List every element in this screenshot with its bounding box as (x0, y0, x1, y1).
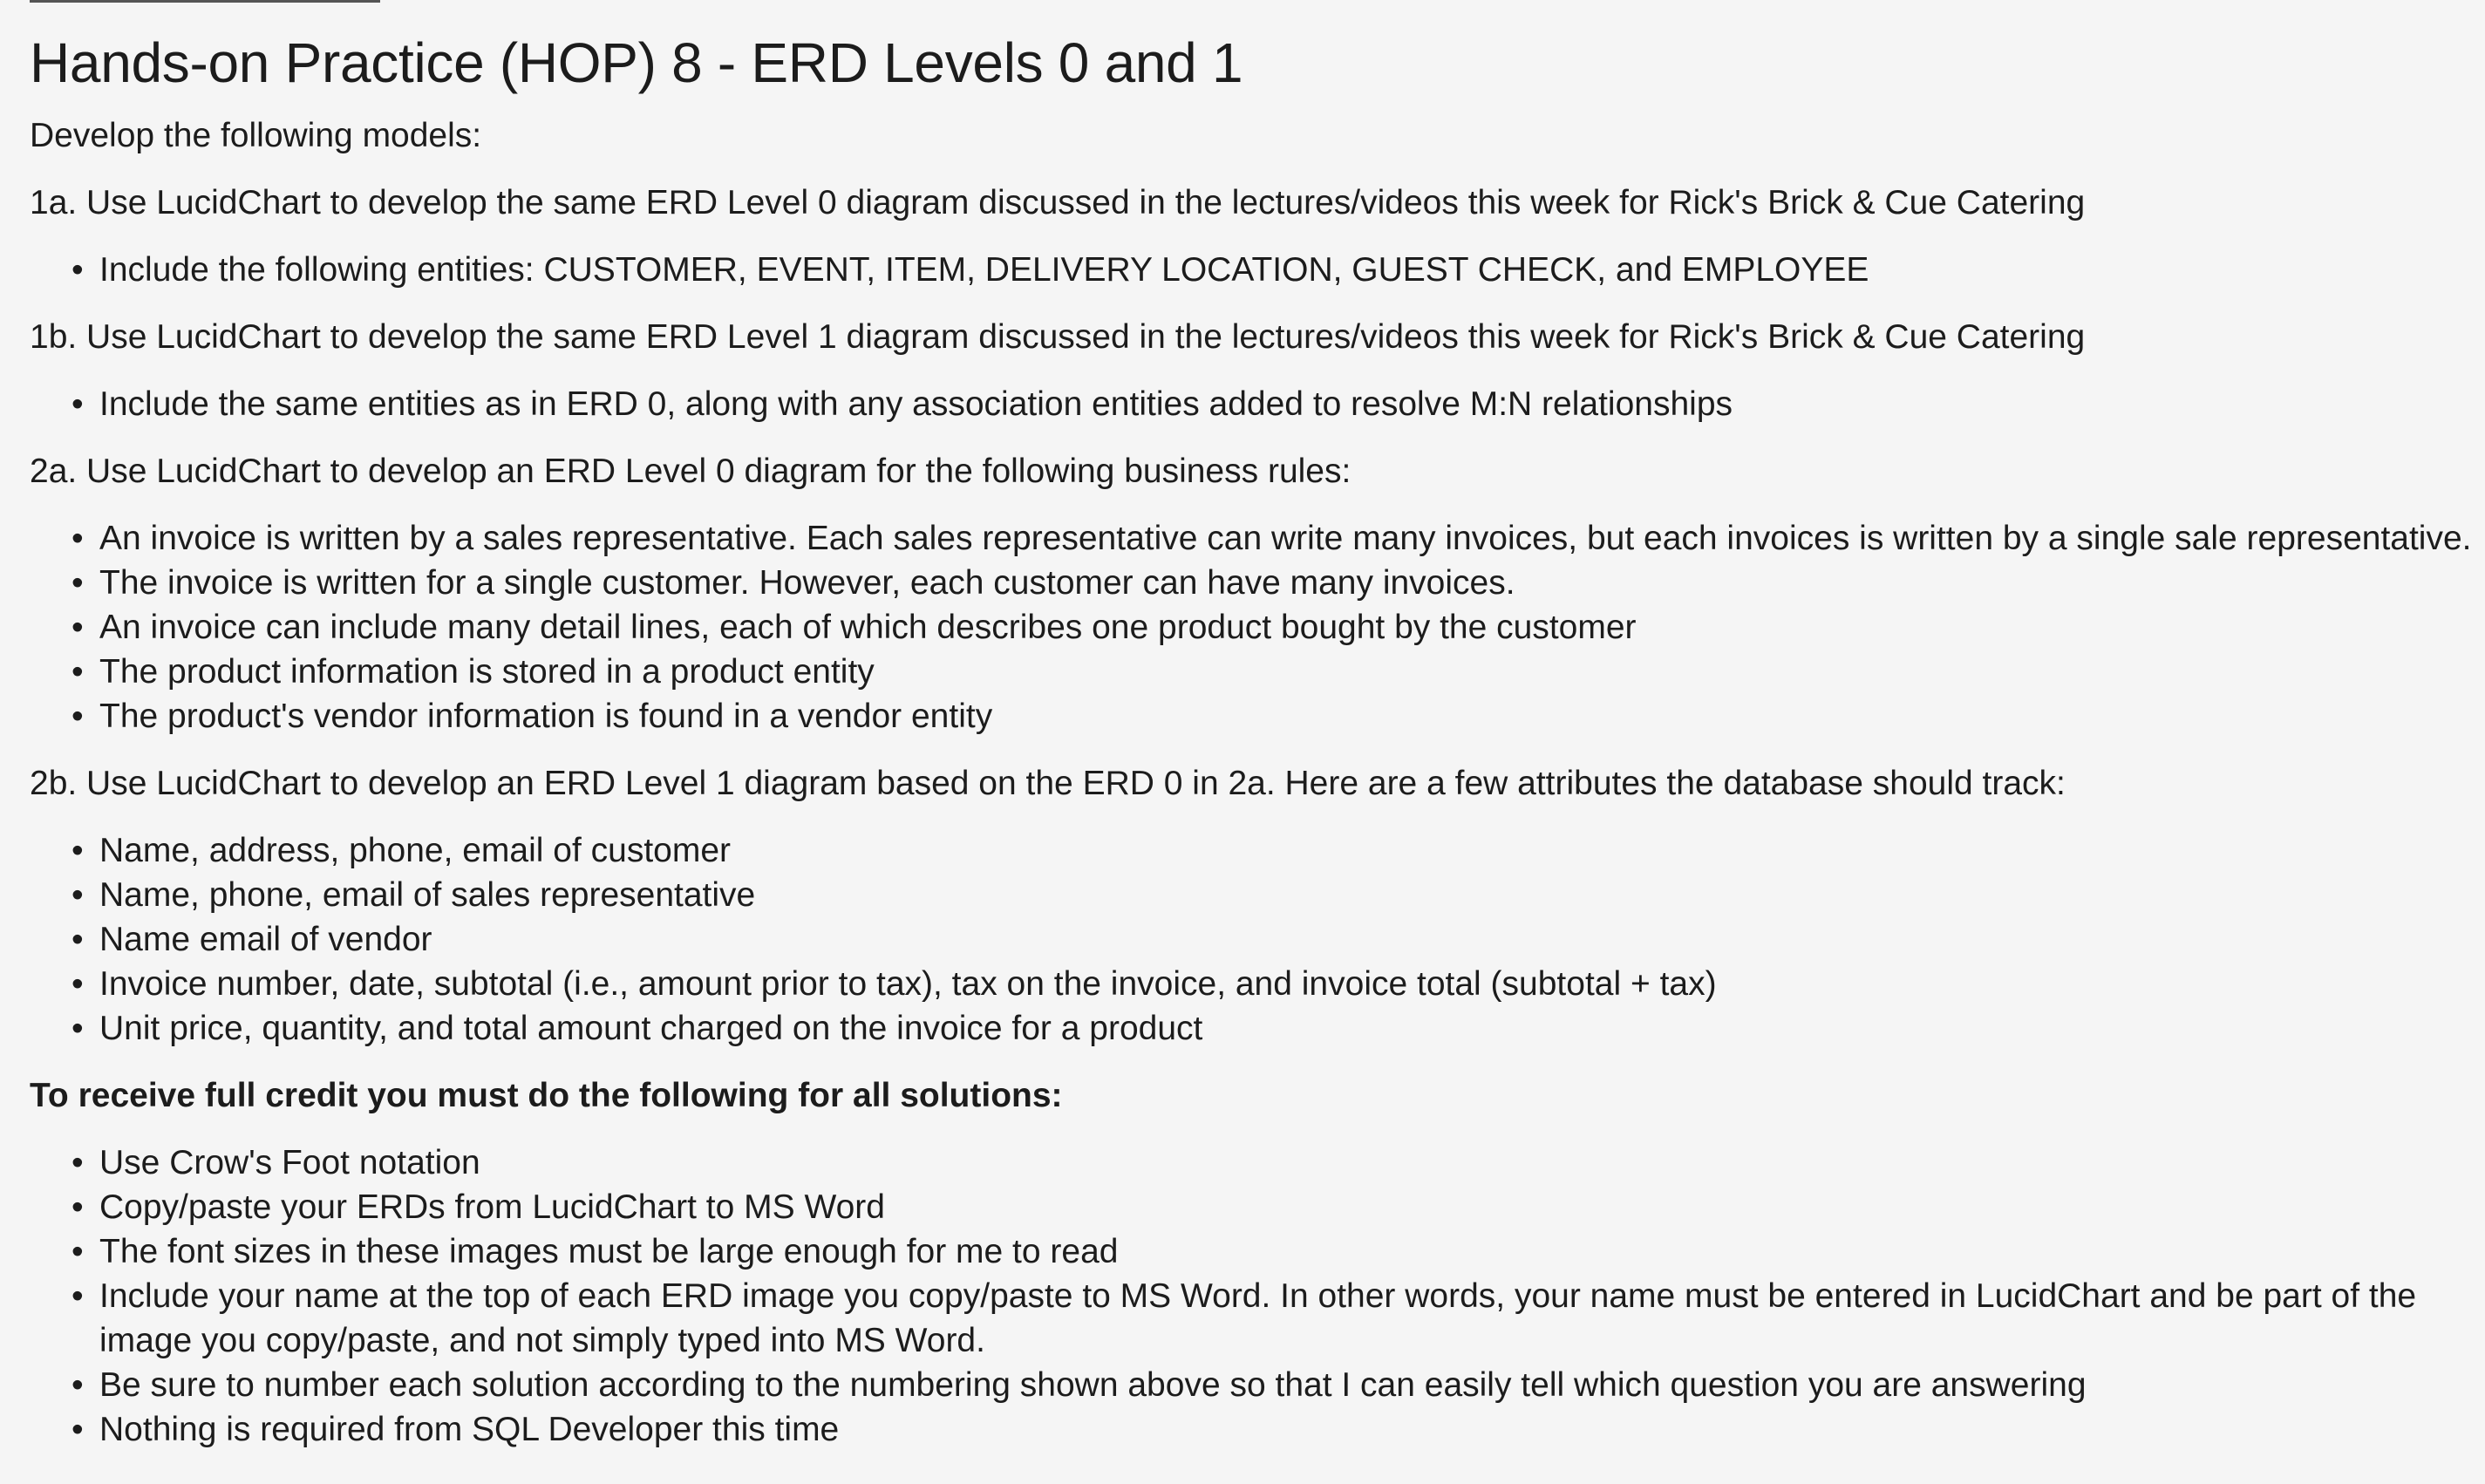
question-1a-list (30, 248, 2471, 292)
question-2b: 2b. Use LucidChart to develop an ERD Level 1 diagram based on the ERD 0 in 2a. Here are a few attributes the database should track: (30, 765, 2066, 802)
list-item: • Name email of vendor (99, 917, 2471, 962)
question-2a: 2a. Use LucidChart to develop an ERD Level 0 diagram for the following business rules: (30, 453, 1351, 490)
list-item: • An invoice can include many detail lines, each of which describes one product bought by the customer (99, 605, 2471, 650)
list-item: • Copy/paste your ERDs from LucidChart to MS Word (99, 1185, 2471, 1229)
assignment-content (30, 24, 2471, 1452)
top-divider (30, 0, 380, 3)
full-credit-heading: To receive full credit you must do the following for all solutions: (30, 1077, 1063, 1114)
list-item: • The product's vendor information is found in a vendor entity (99, 694, 2471, 739)
list-item: • Invoice number, date, subtotal (i.e., amount prior to tax), tax on the invoice, and invoice total (subtotal + tax) (99, 962, 2471, 1006)
list-item: • An invoice is written by a sales representative. Each sales representative can write many invoices, but each invoices is written by a single sale representative. (99, 516, 2471, 561)
list-item: • Nothing is required from SQL Developer this time (99, 1407, 2471, 1452)
list-item: • Include the same entities as in ERD 0, along with any association entities added to resolve M:N relationships (99, 382, 2471, 426)
question-2b-list (30, 828, 2471, 1051)
full-credit-list (30, 1140, 2471, 1452)
list-item: • Include your name at the top of each ERD image you copy/paste to MS Word. In other words, your name must be entered in LucidChart and be part of the image you copy/paste, and not simply typed into MS Word. (99, 1274, 2471, 1363)
intro-text: Develop the following models: (30, 117, 482, 154)
list-item: • Include the following entities: CUSTOMER, EVENT, ITEM, DELIVERY LOCATION, GUEST CHECK, and EMPLOYEE (99, 248, 2471, 292)
question-1a: 1a. Use LucidChart to develop the same ERD Level 0 diagram discussed in the lectures/videos this week for Rick's Brick & Cue Catering (30, 184, 2086, 221)
list-item: • Use Crow's Foot notation (99, 1140, 2471, 1185)
list-item: • The font sizes in these images must be large enough for me to read (99, 1229, 2471, 1274)
list-item: • Unit price, quantity, and total amount charged on the invoice for a product (99, 1006, 2471, 1051)
page-title: Hands-on Practice (HOP) 8 - ERD Levels 0 and 1 (30, 31, 1243, 94)
list-item: • The product information is stored in a product entity (99, 650, 2471, 694)
question-1b-list (30, 382, 2471, 426)
question-1b: 1b. Use LucidChart to develop the same ERD Level 1 diagram discussed in the lectures/videos this week for Rick's Brick & Cue Catering (30, 318, 2086, 356)
list-item: • Be sure to number each solution according to the numbering shown above so that I can easily tell which question you are answering (99, 1363, 2471, 1407)
list-item: • Name, phone, email of sales representative (99, 873, 2471, 917)
list-item: • Name, address, phone, email of customer (99, 828, 2471, 873)
list-item: • The invoice is written for a single customer. However, each customer can have many invoices. (99, 561, 2471, 605)
question-2a-list (30, 516, 2471, 739)
